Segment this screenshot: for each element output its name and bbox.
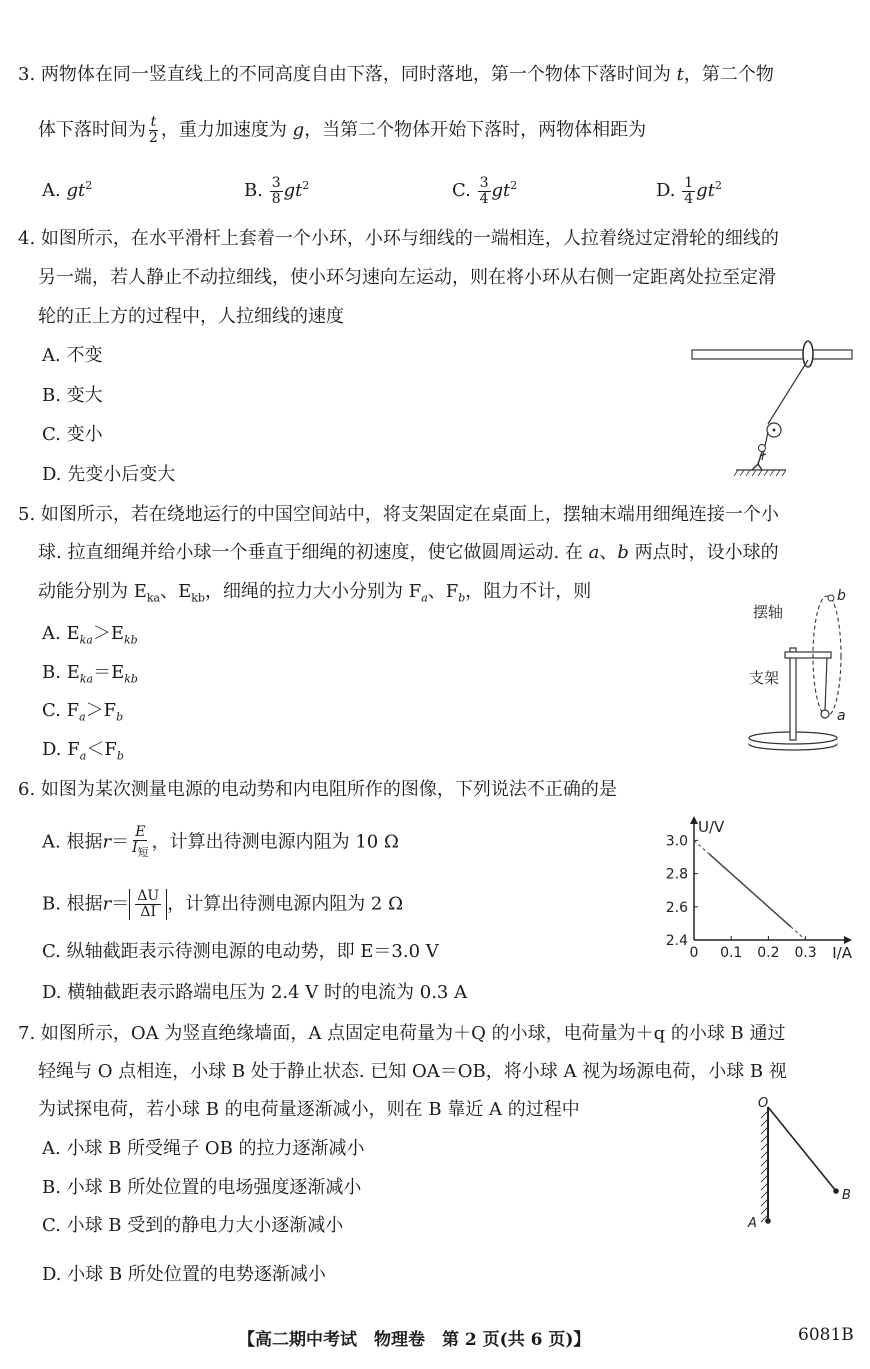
x-tick-label: 0.2 (757, 945, 780, 961)
q3-option-c: C. $\frac{3}{4}$ $gt^2$ (452, 174, 518, 207)
y-tick-label: 3.0 (665, 833, 688, 850)
q3-option-b: B. $\frac{3}{8}$ $gt^2$ (244, 174, 310, 207)
q5-stem-line2: 球. 拉直细绳并给小球一个垂直于细绳的初速度，使它做圆周运动. 在 a、b 两点时，设小球的 (38, 542, 779, 563)
point-o-label: O (758, 1096, 769, 1111)
q6-option-b: B. 根据r＝ $\frac{\Delta U}{\Delta I}$ ，计算出待测电源内阻为 2 Ω (42, 888, 404, 920)
q7-option-a: A. 小球 B 所受绳子 OB 的拉力逐渐减小 (42, 1138, 365, 1159)
q6-option-d: D. 横轴截距表示路端电压为 2.4 V 时的电流为 0.3 A (42, 982, 468, 1003)
q4-option-b: B. 变大 (42, 385, 103, 406)
data-line (709, 854, 791, 927)
q4-option-d: D. 先变小后变大 (42, 464, 176, 485)
q5-stand-figure (745, 586, 860, 756)
q3-option-d: D. $\frac{1}{4}$ $gt^2$ (656, 174, 722, 207)
q7-stem-line1: 7. 如图所示，OA 为竖直绝缘墙面，A 点固定电荷量为＋Q 的小球，电荷量为＋q 的小球 B 通过 (18, 1023, 786, 1044)
q6-ui-chart (656, 814, 856, 966)
y-tick-label: 2.6 (665, 899, 688, 916)
y-tick-label: 2.8 (665, 866, 688, 883)
extrapolation-start (694, 840, 709, 853)
q7-option-d: D. 小球 B 所处位置的电势逐渐减小 (42, 1264, 326, 1285)
q7-wall-figure (744, 1095, 860, 1235)
q5-stem-line1: 5. 如图所示，若在绕地运行的中国空间站中，将支架固定在桌面上，摆轴末端用细绳连接一个小 (18, 504, 779, 525)
page-footer: 【高二期中考试 物理卷 第 2 页(共 6 页)】 (238, 1330, 591, 1350)
point-a-label: a (837, 708, 846, 724)
y-tick-label: 2.4 (665, 933, 688, 949)
x-tick-label: 0.3 (794, 945, 817, 961)
q4-stem-line1: 4. 如图所示，在水平滑杆上套着一个小环，小环与细线的一端相连，人拉着绕过定滑轮的细线的 (18, 228, 779, 249)
q3-stem-line2: 体下落时间为 $\frac{t}{2}$ ，重力加速度为 g，当第二个物体开始下落时，两物体相距为 (38, 114, 647, 146)
q4-stem-line3: 轮的正上方的过程中，人拉细线的速度 (38, 306, 344, 327)
q6-option-c: C. 纵轴截距表示待测电源的电动势，即 E＝3.0 V (42, 941, 439, 962)
q7-stem-line2: 轻绳与 O 点相连，小球 B 处于静止状态. 已知 OA＝OB，将小球 A 视为场源电荷，小球 B 视 (38, 1061, 787, 1082)
extrapolation-end (791, 927, 806, 940)
point-b-label: B (842, 1188, 851, 1203)
q7-option-c: C. 小球 B 受到的静电力大小逐渐减小 (42, 1215, 344, 1236)
x-axis-arrow (844, 936, 852, 944)
q3-option-a: A. $gt^2$ (42, 179, 93, 201)
point-a-label: A (748, 1216, 757, 1231)
q4-option-a: A. 不变 (42, 345, 103, 366)
axis-label: 摆轴 (753, 603, 784, 621)
q4-stem-line2: 另一端，若人静止不动拉细线，使小环匀速向左运动，则在将小环从右侧一定距离处拉至定滑 (38, 267, 776, 288)
q4-option-c: C. 变小 (42, 424, 103, 445)
q7-option-b: B. 小球 B 所处位置的电场强度逐渐减小 (42, 1177, 362, 1198)
q5-option-d: D. $F_a<F_b$ (42, 739, 124, 763)
paper-code: 6081B (798, 1325, 854, 1345)
q5-option-b: B. $E_{ka}=E_{kb}$ (42, 662, 138, 686)
stand-label: 支架 (749, 669, 780, 687)
q5-stem-line3: 动能分别为 $E_{ka}$、$E_{kb}$，细绳的拉力大小分别为 $F_a$、$F_b$，阻力不计，则 (38, 581, 592, 605)
q6-stem: 6. 如图为某次测量电源的电动势和内电阻所作的图像，下列说法不正确的是 (18, 779, 617, 800)
x-tick-label: 0.1 (720, 945, 743, 961)
q5-option-c: C. $F_a>F_b$ (42, 700, 124, 724)
q4-pulley-figure (686, 336, 856, 486)
q7-stem-line3: 为试探电荷，若小球 B 的电荷量逐渐减小，则在 B 靠近 A 的过程中 (38, 1099, 580, 1120)
x-tick-label: 0 (689, 945, 699, 961)
q6-option-a: A. 根据r＝ $\frac{E}{I_短}$ ，计算出待测电源内阻为 10 Ω (42, 824, 399, 859)
y-axis-arrow (690, 816, 698, 824)
y-axis-label: U/V (698, 818, 725, 836)
fraction: $\frac{t}{2}$ (149, 114, 158, 146)
q3-stem-line1: 3. 两物体在同一竖直线上的不同高度自由下落，同时落地，第一个物体下落时间为 t，第二个物 (18, 64, 774, 85)
q5-option-a: A. $E_{ka}>E_{kb}$ (42, 623, 138, 647)
point-b-label: b (837, 588, 846, 604)
x-axis-label: I/A (832, 944, 852, 962)
